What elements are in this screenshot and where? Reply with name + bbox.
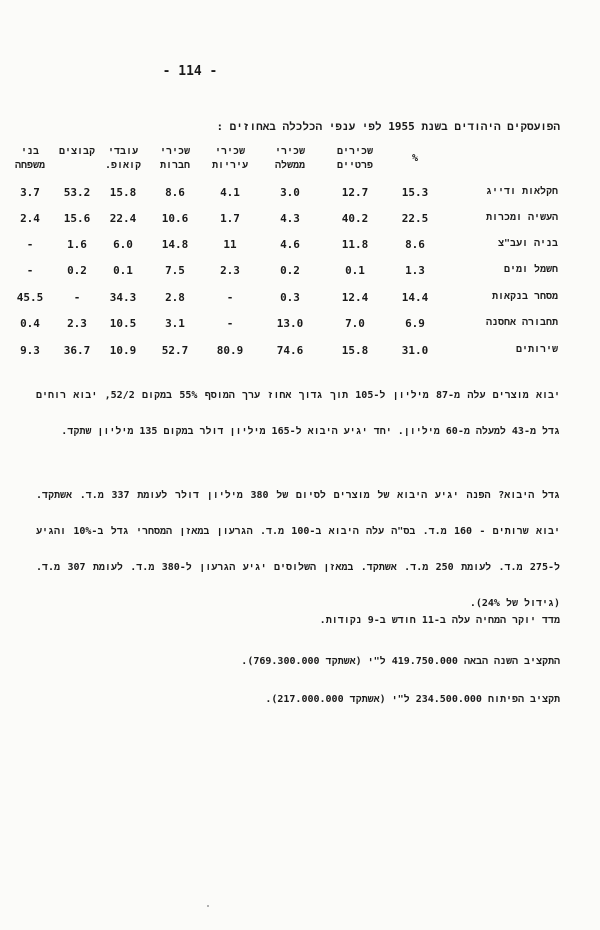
table-cell: 12.4 xyxy=(341,291,369,304)
development-budget-line: תקציב הפיתוח 234.500.000 ל"י (אשתקד 217.000.000). xyxy=(265,694,560,705)
column-header: שכירי חברות xyxy=(159,146,190,171)
table-cell: 11 xyxy=(223,238,237,251)
table-cell: - xyxy=(226,317,234,330)
table-cell: 14.4 xyxy=(401,291,429,304)
column-header: בני משפחה xyxy=(14,146,45,171)
table-cell: 3.1 xyxy=(165,317,185,330)
table-cell: 7.5 xyxy=(165,264,185,277)
row-label: חקלאות ודייג xyxy=(485,186,558,197)
table-cell: 3.0 xyxy=(280,186,300,199)
budget-line: התקציב השנה הבאה 419.750.000 ל"י (אשתקד 769.300.000). xyxy=(241,656,560,667)
table-cell: 6.0 xyxy=(113,238,133,251)
table-cell: 10.6 xyxy=(161,212,189,225)
table-cell: 1.7 xyxy=(220,212,240,225)
table-cell: 36.7 xyxy=(63,344,91,357)
table-cell: - xyxy=(26,238,34,251)
column-header: עובדי קואופ. xyxy=(104,146,142,171)
row-label: שירותים xyxy=(515,344,558,355)
table-cell: 80.9 xyxy=(216,344,244,357)
table-cell: 1.3 xyxy=(405,264,425,277)
deficit-paragraph: גדל היבוא? הפנה יגיע היבוא של מוצרים לסיום של 380 מיליון דולר לעומת 337 מ.ד. אשתקד. יבוא שרותים - 160 מ.ד. בס"ה עלה היבוא ב-100 מ.ד. הגרעון במאזן המסחרי גדל ב-10% והגיע ל-275 מ.ד. לעומת 250 מ.ד. אשתקד. במאזן השלוסים יגיע הגרעון ל-380 מ.ד. לעומת 307 מ.ד. (גידול של 24%). xyxy=(36,490,560,609)
table-cell: 74.6 xyxy=(276,344,304,357)
table-cell: 0.1 xyxy=(345,264,365,277)
table-cell: 4.6 xyxy=(280,238,300,251)
row-label: בניה ועב"צ xyxy=(497,238,558,249)
table-cell: 3.7 xyxy=(20,186,40,199)
table-cell: 10.5 xyxy=(109,317,137,330)
table-cell: 0.4 xyxy=(20,317,40,330)
table-cell: 15.8 xyxy=(109,186,137,199)
table-cell: 9.3 xyxy=(20,344,40,357)
table-cell: 4.1 xyxy=(220,186,240,199)
row-label: העשיה ומכרות xyxy=(485,212,558,223)
table-cell: 22.4 xyxy=(109,212,137,225)
table-cell: 0.3 xyxy=(280,291,300,304)
table-cell: 0.2 xyxy=(67,264,87,277)
table-cell: 2.3 xyxy=(67,317,87,330)
table-cell: - xyxy=(73,291,81,304)
table-cell: 15.8 xyxy=(341,344,369,357)
column-header: שכירי ממשלה xyxy=(274,146,305,171)
cost-of-living-line: מדד יוקר המחיה עלה ב-11 חודש ב-9 נקודות. xyxy=(319,615,560,626)
table-cell: 15.3 xyxy=(401,186,429,199)
table-cell: 0.2 xyxy=(280,264,300,277)
paper-speck xyxy=(207,905,209,907)
table-cell: 31.0 xyxy=(401,344,429,357)
table-cell: 11.8 xyxy=(341,238,369,251)
table-cell: 1.6 xyxy=(67,238,87,251)
row-label: מסחר בנקאות xyxy=(491,291,558,302)
page-number: - 114 - xyxy=(162,64,218,79)
imports-paragraph: יבוא מוצרים עלה מ-87 מיליון ל-105 תוך גדוך אחוז ערך המוסף 55% במקום 52/2, יבוא רוחים גדל מ-43 למעלה מ-60 מיליון. יחד יגיע היבוא ל-165 מיליון דולר במקום 135 מיליון שתקד. xyxy=(36,390,560,437)
table-cell: 22.5 xyxy=(401,212,429,225)
table-cell: - xyxy=(26,264,34,277)
table-cell: 10.9 xyxy=(109,344,137,357)
table-cell: 40.2 xyxy=(341,212,369,225)
table-cell: 53.2 xyxy=(63,186,91,199)
table-cell: 12.7 xyxy=(341,186,369,199)
table-cell: - xyxy=(226,291,234,304)
table-cell: 13.0 xyxy=(276,317,304,330)
row-label: תחבורה אחסנה xyxy=(485,317,558,328)
table-cell: 7.0 xyxy=(345,317,365,330)
column-header: שכירים פרטיים xyxy=(336,146,373,171)
table-cell: 34.3 xyxy=(109,291,137,304)
table-cell: 2.3 xyxy=(220,264,240,277)
table-cell: 15.6 xyxy=(63,212,91,225)
table-cell: 2.4 xyxy=(20,212,40,225)
table-cell: 8.6 xyxy=(405,238,425,251)
table-cell: 45.5 xyxy=(16,291,44,304)
column-header: % xyxy=(411,153,419,164)
table-cell: 52.7 xyxy=(161,344,189,357)
table-cell: 6.9 xyxy=(405,317,425,330)
table-cell: 8.6 xyxy=(165,186,185,199)
row-label: חשמל ומים xyxy=(503,264,558,275)
table-cell: 14.8 xyxy=(161,238,189,251)
table-cell: 0.1 xyxy=(113,264,133,277)
table-title: הפועסקים היהודים בשנת 1955 לפי ענפי הכלכלה באחוזים : xyxy=(216,120,560,133)
table-cell: 4.3 xyxy=(280,212,300,225)
table-cell: 2.8 xyxy=(165,291,185,304)
column-header: קבוצים xyxy=(58,146,95,157)
column-header: שכירי עיריות xyxy=(211,146,248,171)
